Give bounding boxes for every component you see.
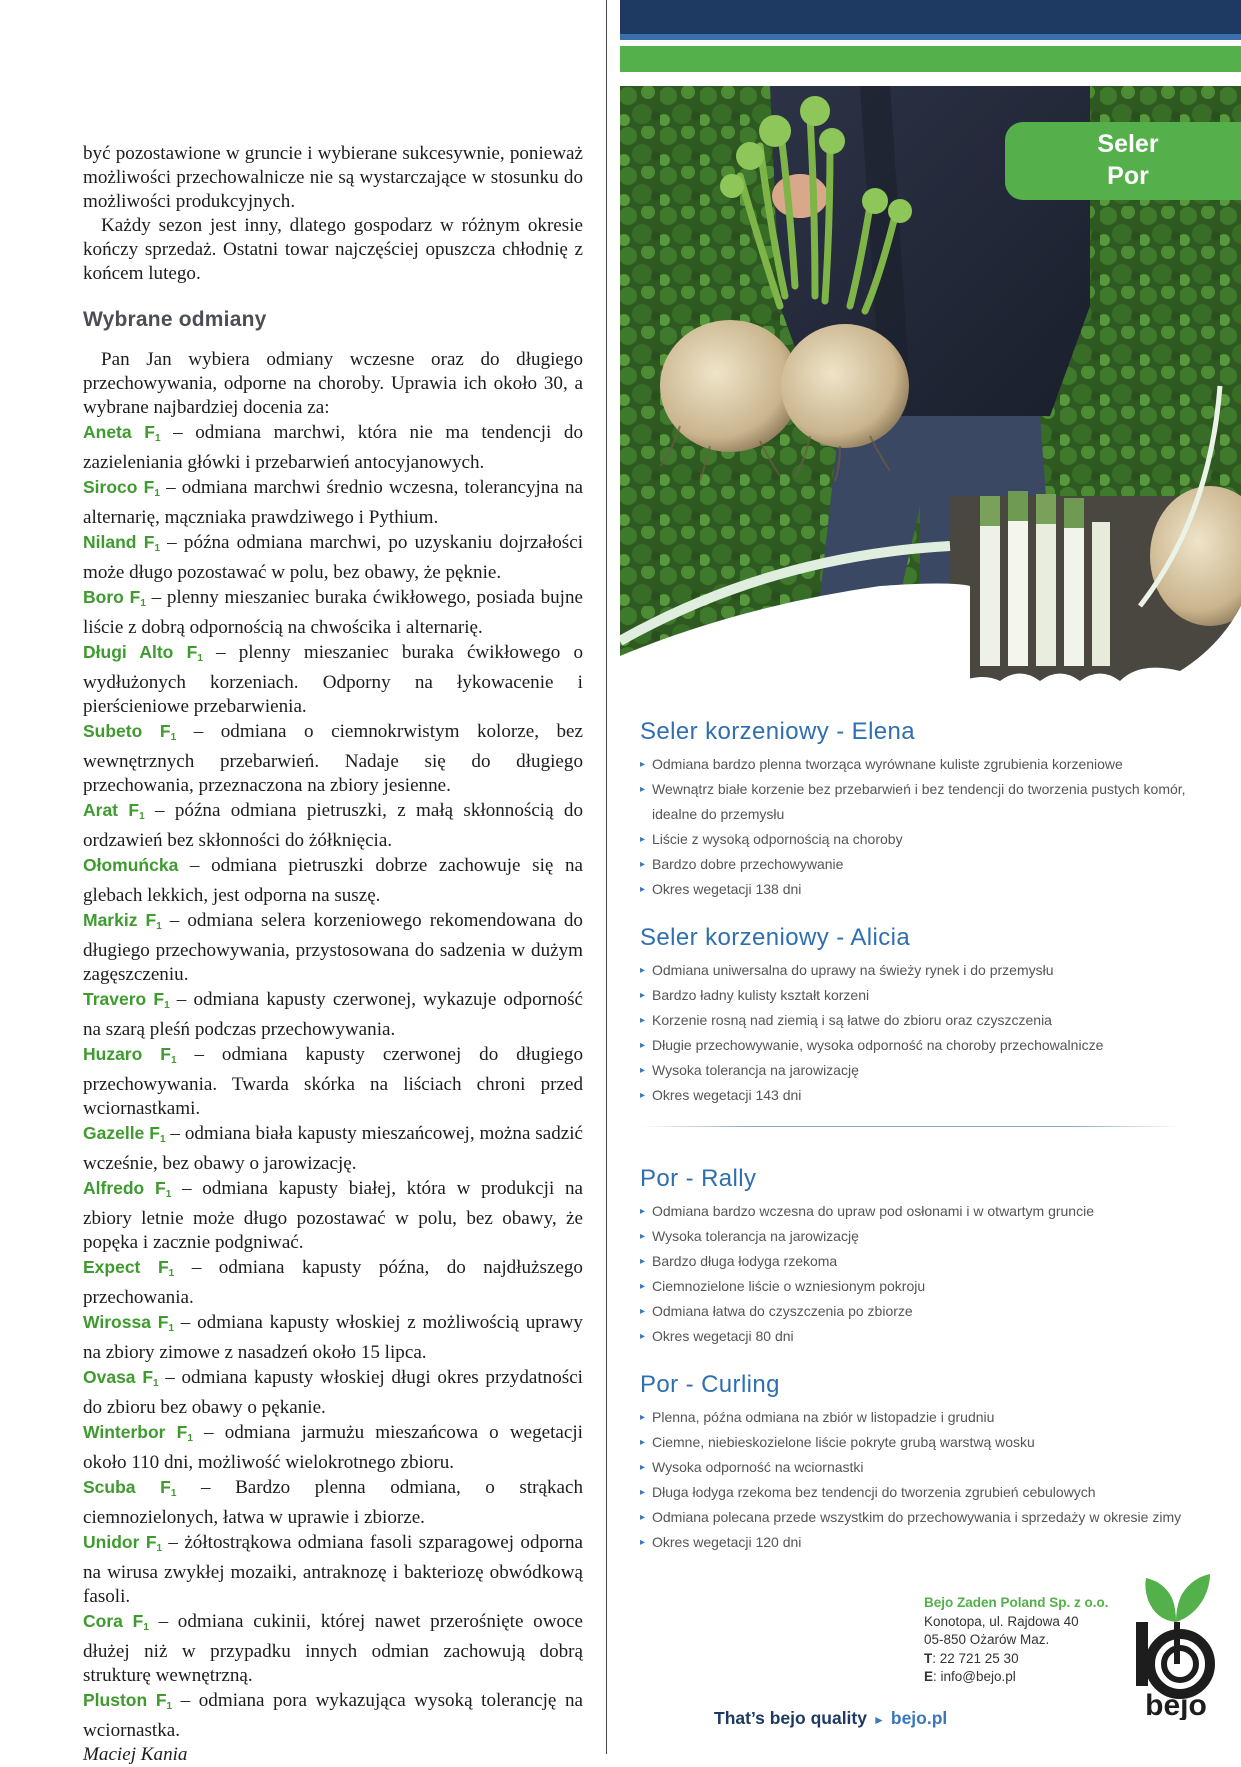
variety-name-text: Siroco F <box>83 477 155 497</box>
website-link[interactable]: bejo.pl <box>890 1708 948 1728</box>
variety-description: – żółtostrąkowa odmiana fasoli szparagowej odporna na wirusa zwykłej mozaiki, antraknozę i bakteriozę obwódkową fasoli. <box>83 1532 583 1607</box>
variety-entry <box>83 640 583 719</box>
variety-hybrid-subscript: 1 <box>168 1268 175 1279</box>
variety-entry <box>83 719 583 798</box>
product-title: Por - Curling <box>640 1371 780 1398</box>
variety-name-text: Scuba F <box>83 1477 171 1497</box>
variety-name <box>83 1477 176 1497</box>
variety-description: – późna odmiana marchwi, po uzyskaniu dojrzałości może długo pozostawać w polu, bez obawy, że pęknie. <box>83 532 583 583</box>
variety-hybrid-subscript: 1 <box>154 543 160 554</box>
variety-description: – późna odmiana pietruszki, z małą skłonnością do ordzawień bez skłonności do żółknięcia. <box>83 800 584 851</box>
feature-item: ▸ Bardzo długa łodyga rzekoma <box>640 1249 1230 1274</box>
variety-hybrid-subscript: 1 <box>168 1323 175 1334</box>
variety-name <box>83 1611 149 1631</box>
variety-name <box>83 422 161 442</box>
variety-name-text: Gazelle F <box>83 1123 160 1143</box>
variety-name <box>83 1532 162 1552</box>
feature-item: ▸ Okres wegetacji 143 dni <box>640 1083 1230 1108</box>
variety-name <box>83 800 145 820</box>
variety-hybrid-subscript: 1 <box>197 653 203 664</box>
variety-entry <box>83 475 583 530</box>
variety-hybrid-subscript: 1 <box>153 1378 159 1389</box>
email-line <box>924 1668 1109 1687</box>
variety-entry <box>83 1688 583 1743</box>
feature-item: ▸ Długie przechowywanie, wysoka odporność na choroby przechowalnicze <box>640 1033 1230 1058</box>
variety-name-text: Expect F <box>83 1257 169 1277</box>
feature-item: ▸ Bardzo ładny kulisty kształt korzeni <box>640 983 1230 1008</box>
variety-hybrid-subscript: 1 <box>170 1488 177 1499</box>
feature-item: ▸ Wysoka odporność na wciornastki <box>640 1455 1230 1480</box>
variety-hybrid-subscript: 1 <box>154 433 161 444</box>
feature-item: ▸ Korzenie rosną nad ziemią i są łatwe do zbioru oraz czyszczenia <box>640 1008 1230 1033</box>
variety-hybrid-subscript: 1 <box>171 1055 177 1066</box>
variety-name <box>83 721 176 741</box>
variety-description: – odmiana biała kapusty mieszańcowej, można sadzić wcześnie, bez obawy o jarowizację. <box>83 1123 584 1174</box>
variety-hybrid-subscript: 1 <box>166 1701 173 1712</box>
feature-item: ▸ Ciemnozielone liście o wzniesionym pokroju <box>640 1274 1230 1299</box>
variety-name-text: Wirossa F <box>83 1312 169 1332</box>
company-address <box>924 1594 1109 1687</box>
variety-name-text: Alfredo F <box>83 1178 166 1198</box>
variety-hybrid-subscript: 1 <box>154 488 160 499</box>
email-address: : info@bejo.pl <box>933 1669 1016 1684</box>
variety-description: – odmiana pietruszki dobrze zachowuje się na glebach lekkich, jest odporna na suszę. <box>83 855 583 906</box>
variety-name <box>83 1123 166 1143</box>
tag-line-seler: Seler <box>1097 130 1159 158</box>
variety-description: – odmiana o ciemnokrwistym kolorze, bez wewnętrznych przebarwień. Nadaje się do długiego przechowania, przeznaczona na zbiory jesienne. <box>83 721 583 796</box>
variety-name-text: Unidor F <box>83 1532 157 1552</box>
column-divider <box>606 0 607 1754</box>
tagline-text: That’s bejo quality <box>714 1708 867 1728</box>
variety-name <box>83 532 160 552</box>
arrow-icon: ► <box>872 1713 885 1727</box>
variety-entry <box>83 853 583 908</box>
variety-entry <box>83 1365 583 1420</box>
variety-description: – odmiana kapusty czerwonej do długiego przechowywania. Twarda skórka na liściach chroni przed wciornastkami. <box>83 1044 583 1119</box>
product-title: Por - Rally <box>640 1165 757 1192</box>
logo-wordmark: bejo <box>1145 1689 1207 1720</box>
product-features <box>640 1405 1230 1555</box>
variety-name-text: Długi Alto F <box>83 642 198 662</box>
feature-item: ▸ Okres wegetacji 80 dni <box>640 1324 1230 1349</box>
variety-name-text: Niland F <box>83 532 155 552</box>
variety-name-text: Arat F <box>83 800 140 820</box>
product-list <box>640 718 1230 1577</box>
variety-entry <box>83 1310 583 1365</box>
bejo-logo <box>1126 1560 1226 1720</box>
variety-name-text: Ołomuńcka <box>83 855 179 875</box>
variety-hybrid-subscript: 1 <box>170 732 177 743</box>
phone-number: : 22 721 25 30 <box>932 1650 1019 1666</box>
bejo-advertisement <box>620 0 1241 1754</box>
variety-entry <box>83 1176 583 1255</box>
variety-entry <box>83 987 583 1042</box>
variety-name <box>83 1312 174 1332</box>
variety-entry <box>83 1420 583 1475</box>
variety-name <box>83 855 178 875</box>
address-line-1: Konotopa, ul. Rajdowa 40 <box>924 1613 1079 1629</box>
variety-description: – odmiana kapusty białej, która w produkcji na zbiory letnie może długo pozostawać w polu, bez obawy, że popęka i zacznie podgniwać. <box>83 1178 583 1253</box>
category-tag <box>1005 122 1241 200</box>
product-features <box>640 1199 1230 1349</box>
variety-entry <box>83 798 583 853</box>
variety-hybrid-subscript: 1 <box>159 1134 166 1145</box>
address-line-2: 05-850 Ożarów Maz. <box>924 1632 1050 1647</box>
variety-description: – odmiana cukinii, której nawet przerośnięte owoce dłużej niż w przypadku innych odmian zachowują dobrą strukturę wewnętrzną. <box>83 1611 583 1686</box>
section-separator <box>640 1126 1180 1127</box>
band-spacer-2 <box>620 72 1241 86</box>
feature-item: ▸ Plenna, późna odmiana na zbiór w listopadzie i grudniu <box>640 1405 1230 1430</box>
variety-name <box>83 1422 193 1442</box>
feature-item: ▸ Odmiana polecana przede wszystkim do przechowywania i sprzedaży w okresie zimy <box>640 1505 1230 1530</box>
variety-entry <box>83 1609 583 1688</box>
product-title: Seler korzeniowy - Elena <box>640 718 916 745</box>
variety-entry <box>83 1530 583 1609</box>
variety-name <box>83 910 162 930</box>
variety-description: – odmiana pora wykazująca wysoką tolerancję na wciornastka. <box>83 1690 583 1741</box>
variety-name-text: Markiz F <box>83 910 157 930</box>
variety-description: – odmiana marchwi, która nie ma tendencji do zazieleniania główki i przebarwień antocyjanowych. <box>83 422 583 473</box>
variety-name <box>83 1178 171 1198</box>
variety-name-text: Travero F <box>83 989 165 1009</box>
phone-label: T <box>924 1650 933 1666</box>
feature-item: ▸ Okres wegetacji 138 dni <box>640 877 1230 902</box>
variety-description: – odmiana kapusty późna, do najdłuższego przechowania. <box>83 1257 583 1308</box>
variety-entry <box>83 420 583 475</box>
intro-paragraph-2: Każdy sezon jest inny, dlatego gospodarz w różnym okresie kończy sprzedaż. Ostatni towar najczęściej opuszcza chłodnię z końcem lutego. <box>83 215 583 284</box>
variety-hybrid-subscript: 1 <box>143 1622 149 1633</box>
variety-name <box>83 1690 172 1710</box>
article-author: Maciej Kania <box>83 1744 188 1765</box>
variety-hybrid-subscript: 1 <box>165 1189 172 1200</box>
variety-entry <box>83 908 583 987</box>
variety-description: – odmiana kapusty włoskiej z możliwością uprawy na zbiory zimowe z nasadzeń około 15 lipca. <box>83 1312 583 1363</box>
variety-hybrid-subscript: 1 <box>156 1543 163 1554</box>
variety-name <box>83 587 146 607</box>
product-title: Seler korzeniowy - Alicia <box>640 924 911 951</box>
variety-entry <box>83 1475 583 1530</box>
feature-item: ▸ Odmiana uniwersalna do uprawy na świeży rynek i do przemysłu <box>640 958 1230 983</box>
variety-description: – odmiana jarmużu mieszańcowa o wegetacji około 110 dni, możliwość wielokrotnego zbioru. <box>83 1422 583 1473</box>
variety-hybrid-subscript: 1 <box>164 1000 170 1011</box>
variety-description: – plenny mieszaniec buraka ćwikłowego, posiada bujne liście z dobrą odpornością na chwościka i alternarię. <box>83 587 583 638</box>
variety-name-text: Cora F <box>83 1611 144 1631</box>
product-features <box>640 752 1230 902</box>
feature-item: ▸ Odmiana bardzo wczesna do upraw pod osłonami i w otwartym gruncie <box>640 1199 1230 1224</box>
feature-item: ▸ Długa łodyga rzekoma bez tendencji do tworzenia zgrubień cebulowych <box>640 1480 1230 1505</box>
company-name: Bejo Zaden Poland Sp. z o.o. <box>924 1595 1109 1610</box>
variety-hybrid-subscript: 1 <box>156 921 162 932</box>
email-label: E <box>924 1669 934 1684</box>
variety-name <box>83 477 160 497</box>
variety-list <box>83 420 583 1743</box>
variety-hybrid-subscript: 1 <box>139 811 145 822</box>
variety-hybrid-subscript: 1 <box>187 1433 193 1444</box>
feature-item: ▸ Wewnątrz białe korzenie bez przebarwień i bez tendencji do tworzenia pustych komór, idealne do przemysłu <box>640 777 1230 827</box>
top-blue-band <box>620 0 1241 40</box>
variety-name-text: Subeto F <box>83 721 171 741</box>
variety-description: – odmiana marchwi średnio wczesna, tolerancyjna na alternarię, mączniaka prawdziwego i Pythium. <box>83 477 583 528</box>
variety-name <box>83 1044 177 1064</box>
feature-item: ▸ Ciemne, niebieskozielone liście pokryte grubą warstwą wosku <box>640 1430 1230 1455</box>
variety-description: – odmiana kapusty włoskiej długi okres przydatności do zbioru bez obawy o pękanie. <box>83 1367 583 1418</box>
variety-name-text: Pluston F <box>83 1690 167 1710</box>
intro-paragraph-1: być pozostawione w gruncie i wybierane sukcesywnie, ponieważ możliwości przechowalnicze nie są wystarczające w stosunku do możliwości produkcyjnych. <box>83 143 583 212</box>
variety-name-text: Ovasa F <box>83 1367 154 1387</box>
article-column <box>83 142 583 1767</box>
variety-description: – odmiana selera korzeniowego rekomendowana do długiego przechowywania, przystosowana do sadzenia w dużym zagęszczeniu. <box>83 910 583 985</box>
feature-item: ▸ Odmiana łatwa do czyszczenia po zbiorze <box>640 1299 1230 1324</box>
variety-entry <box>83 1255 583 1310</box>
feature-item: ▸ Wysoka tolerancja na jarowizację <box>640 1224 1230 1249</box>
variety-entry <box>83 585 583 640</box>
feature-item: ▸ Wysoka tolerancja na jarowizację <box>640 1058 1230 1083</box>
variety-description: – odmiana kapusty czerwonej, wykazuje odporność na szarą pleśń podczas przechowywania. <box>83 989 583 1040</box>
variety-name <box>83 989 170 1009</box>
lead-paragraph: Pan Jan wybiera odmiany wczesne oraz do długiego przechowywania, odporne na choroby. Uprawia ich około 30, a wybrane najbardziej docenia za: <box>83 349 583 418</box>
tag-line-por: Por <box>1107 162 1149 190</box>
variety-name-text: Boro F <box>83 587 141 607</box>
variety-entry <box>83 530 583 585</box>
variety-description: – plenny mieszaniec buraka ćwikłowego o wydłużonych korzeniach. Odporny na łykowacenie i pierścieniowe przebarwienia. <box>83 642 583 717</box>
variety-hybrid-subscript: 1 <box>140 598 146 609</box>
feature-item: ▸ Okres wegetacji 120 dni <box>640 1530 1230 1555</box>
phone-line <box>924 1650 1109 1669</box>
feature-item: ▸ Bardzo dobre przechowywanie <box>640 852 1230 877</box>
variety-name <box>83 1367 159 1387</box>
top-green-band <box>620 46 1241 72</box>
variety-name-text: Aneta F <box>83 422 155 442</box>
section-heading: Wybrane odmiany <box>83 308 267 331</box>
feature-item: ▸ Liście z wysoką odpornością na choroby <box>640 827 1230 852</box>
product-features <box>640 958 1230 1108</box>
variety-name-text: Winterbor F <box>83 1422 188 1442</box>
feature-item: ▸ Odmiana bardzo plenna tworząca wyrównane kuliste zgrubienia korzeniowe <box>640 752 1230 777</box>
variety-description: – Bardzo plenna odmiana, o strąkach ciemnozielonych, łatwa w uprawie i zbiorze. <box>83 1477 583 1528</box>
footer-tagline <box>714 1708 947 1729</box>
variety-entry <box>83 1121 583 1176</box>
variety-entry <box>83 1042 583 1121</box>
variety-name-text: Huzaro F <box>83 1044 171 1064</box>
variety-name <box>83 1257 174 1277</box>
variety-name <box>83 642 203 662</box>
